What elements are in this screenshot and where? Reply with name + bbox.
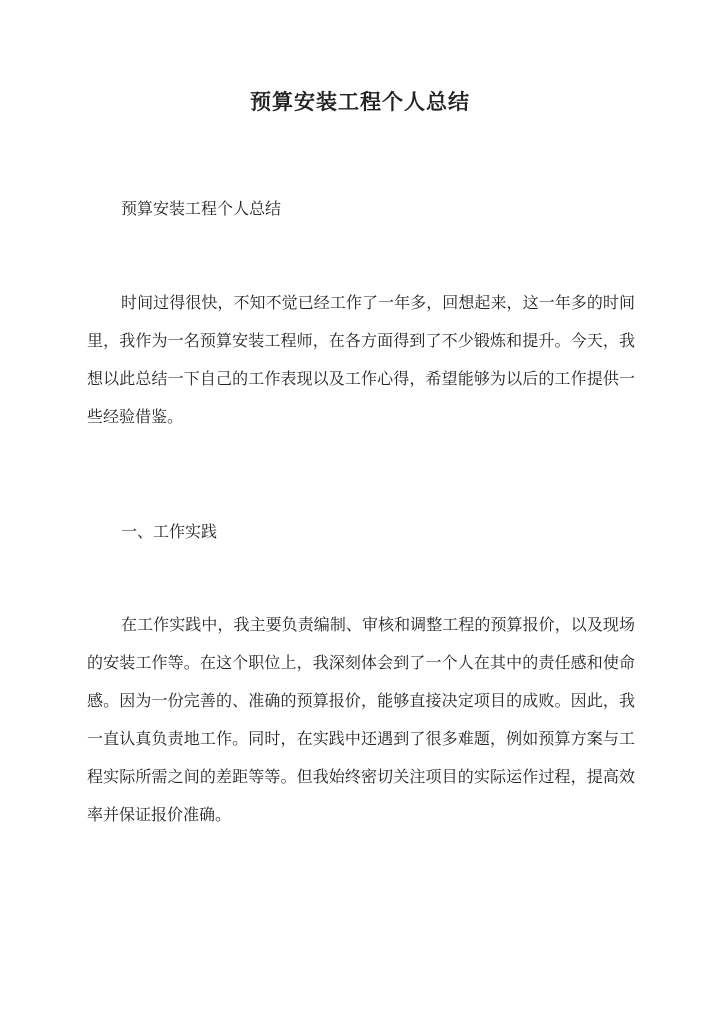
document-subtitle: 预算安装工程个人总结 xyxy=(121,199,282,218)
paragraph-work-practice: 在工作实践中，我主要负责编制、审核和调整工程的预算报价，以及现场的安装工作等。在这个职位上，我深刻体会到了一个人在其中的责任感和使命感。因为一份完善的、准确的预算报价，能够直接决定项目的成败。因此，我一直认真负责地工作。同时，在实践中还遇到了很多难题，例如预算方案与工程实际所需之间的差距等等。但我始终密切关注项目的实际运作过程，提高效率并保证报价准确。 xyxy=(87,615,635,824)
paragraph-intro: 时间过得很快，不知不觉已经工作了一年多，回想起来，这一年多的时间里，我作为一名预算安装工程师，在各方面得到了不少锻炼和提升。今天，我想以此总结一下自己的工作表现以及工作心得，希望能够为以后的工作提供一些经验借鉴。 xyxy=(87,293,635,426)
section-heading-work-practice: 一、工作实践 xyxy=(121,522,218,541)
document-title: 预算安装工程个人总结 xyxy=(250,89,470,114)
